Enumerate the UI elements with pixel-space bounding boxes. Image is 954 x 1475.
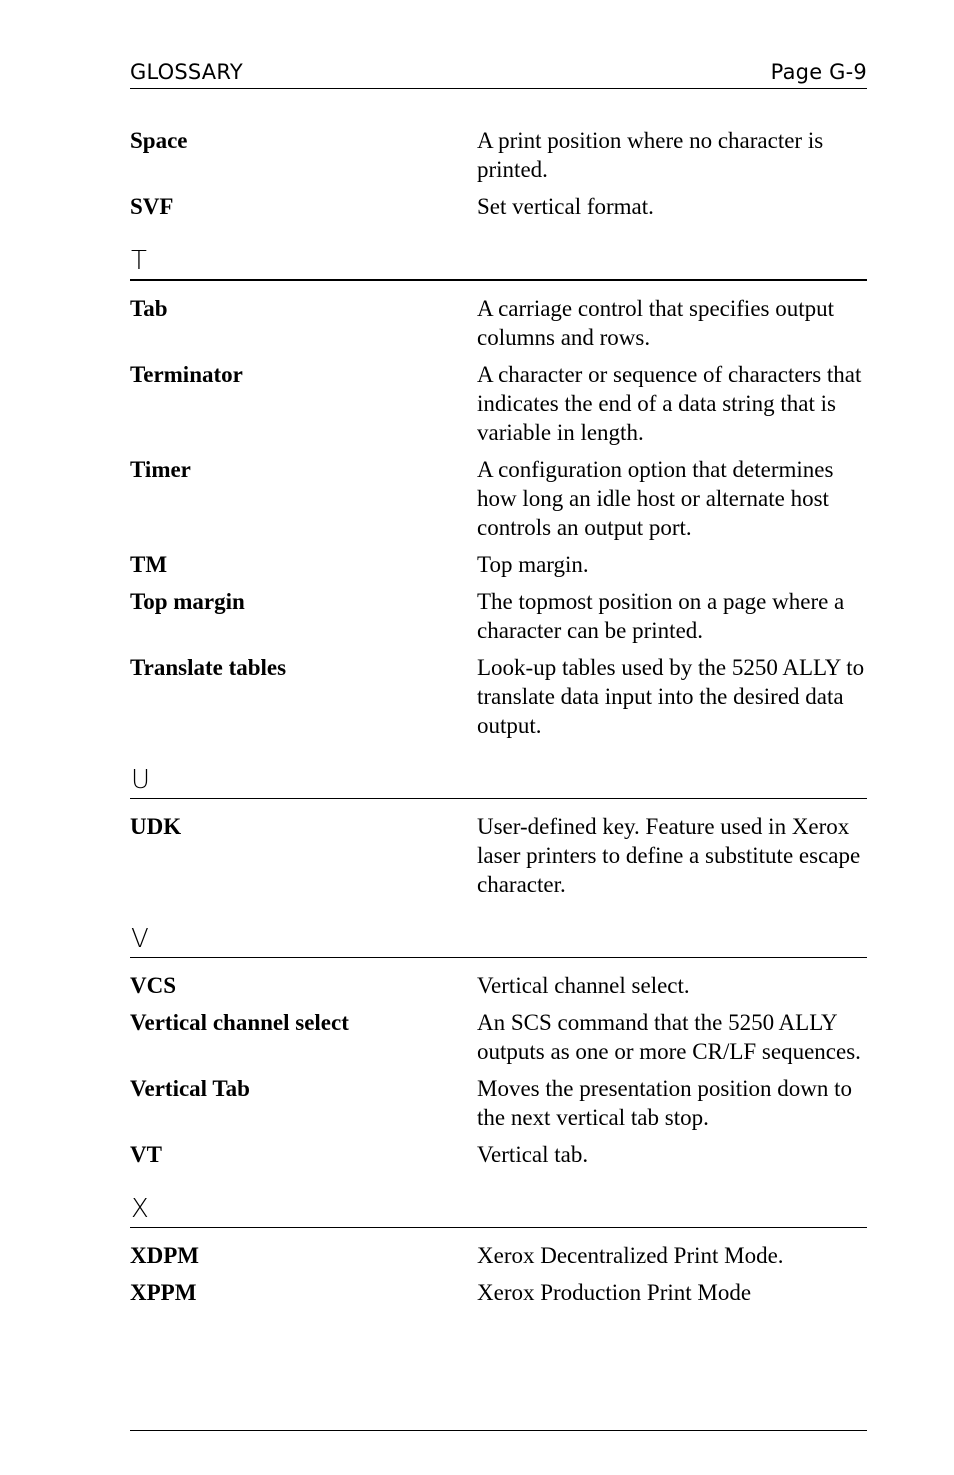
glossary-entry — [130, 294, 867, 352]
glossary-entry — [130, 550, 867, 579]
glossary-entry — [130, 360, 867, 447]
glossary-term: SVF — [130, 194, 174, 219]
glossary-definition: Set vertical format. — [477, 194, 654, 219]
glossary-term: Tab — [130, 296, 168, 321]
glossary-entry — [130, 812, 867, 899]
glossary-term: Vertical channel select — [130, 1010, 349, 1035]
glossary-definition: A configuration option that determines how long an idle host or alternate host controls an output port. — [477, 457, 834, 540]
glossary-entry — [130, 587, 867, 645]
glossary-term: Space — [130, 128, 188, 153]
glossary-term: VCS — [130, 973, 177, 998]
glossary-term: VT — [130, 1142, 162, 1167]
section-letter-t: T — [130, 246, 867, 281]
glossary-content — [130, 126, 867, 1315]
glossary-definition: User-defined key. Feature used in Xerox laser printers to define a substitute escape character. — [477, 814, 861, 897]
glossary-definition: Xerox Production Print Mode — [477, 1280, 752, 1305]
glossary-definition: A print position where no character is printed. — [477, 128, 824, 182]
glossary-definition: Moves the presentation position down to the next vertical tab stop. — [477, 1076, 852, 1130]
section-letter-x: X — [130, 1194, 867, 1228]
glossary-term: XPPM — [130, 1280, 197, 1305]
glossary-entry — [130, 1241, 867, 1270]
section-letter-u: U — [130, 765, 867, 799]
glossary-definition: The topmost position on a page where a character can be printed. — [477, 589, 845, 643]
document-page — [130, 0, 867, 1475]
glossary-entry — [130, 653, 867, 740]
glossary-entry — [130, 455, 867, 542]
glossary-entry — [130, 1008, 867, 1066]
section-letter-v: V — [130, 924, 867, 958]
glossary-entry — [130, 192, 867, 221]
header-page-number: Page G-9 — [770, 60, 867, 84]
glossary-definition: An SCS command that the 5250 ALLY outputs as one or more CR/LF sequences. — [477, 1010, 861, 1064]
glossary-entry — [130, 1074, 867, 1132]
glossary-definition: Vertical channel select. — [477, 973, 690, 998]
glossary-entry — [130, 1140, 867, 1169]
footer-rule — [130, 1430, 867, 1431]
glossary-term: Translate tables — [130, 655, 287, 680]
glossary-definition: A character or sequence of characters that indicates the end of a data string that is variable in length. — [477, 362, 862, 445]
glossary-term: XDPM — [130, 1243, 199, 1268]
glossary-entry — [130, 126, 867, 184]
glossary-term: Timer — [130, 457, 191, 482]
glossary-definition: A carriage control that specifies output columns and rows. — [477, 296, 835, 350]
glossary-term: Vertical Tab — [130, 1076, 250, 1101]
running-header — [130, 58, 867, 89]
glossary-definition: Xerox Decentralized Print Mode. — [477, 1243, 784, 1268]
glossary-definition: Top margin. — [477, 552, 589, 577]
header-section-title: GLOSSARY — [130, 60, 243, 84]
glossary-term: Top margin — [130, 589, 245, 614]
glossary-entry — [130, 971, 867, 1000]
glossary-term: UDK — [130, 814, 182, 839]
glossary-term: Terminator — [130, 362, 243, 387]
glossary-term: TM — [130, 552, 168, 577]
glossary-definition: Vertical tab. — [477, 1142, 589, 1167]
glossary-definition: Look-up tables used by the 5250 ALLY to translate data input into the desired data output. — [477, 655, 865, 738]
glossary-entry — [130, 1278, 867, 1307]
